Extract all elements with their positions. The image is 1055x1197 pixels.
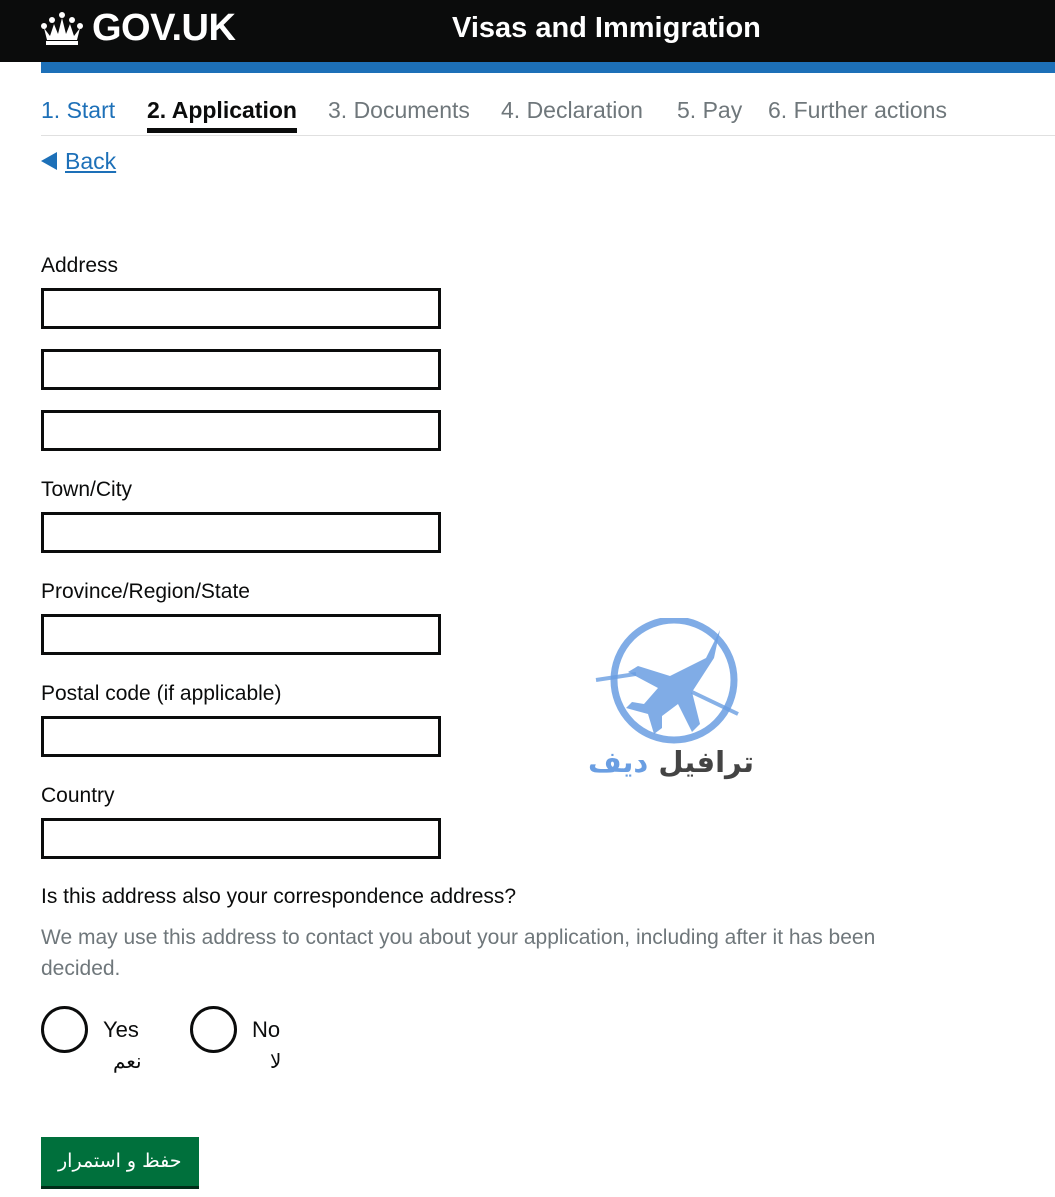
govuk-header — [0, 0, 1055, 62]
town-city-input[interactable] — [41, 512, 441, 553]
radio-no-translation: لا — [270, 1049, 282, 1073]
back-link[interactable] — [41, 145, 116, 177]
back-arrow-icon — [41, 152, 57, 170]
radio-yes-label[interactable]: Yes — [103, 1017, 139, 1042]
postal-code-input[interactable] — [41, 716, 441, 757]
watermark-text-part-1: ترافيل — [658, 745, 754, 779]
service-name[interactable]: Visas and Immigration — [452, 12, 761, 44]
back-link-label: Back — [65, 148, 117, 174]
province-label: Province/Region/State — [41, 580, 250, 603]
correspondence-hint: We may use this address to contact you about your application, including after it has been decided. — [41, 926, 876, 980]
watermark-text-part-2: ديف — [587, 745, 649, 779]
save-and-continue-button[interactable]: حفظ و استمرار — [41, 1137, 199, 1186]
province-input[interactable] — [41, 614, 441, 655]
address-line-3-input[interactable] — [41, 410, 441, 451]
radio-yes-circle[interactable] — [41, 1006, 88, 1053]
postal-code-label: Postal code (if applicable) — [41, 682, 282, 705]
govuk-logo-text[interactable]: GOV.UK — [92, 7, 236, 49]
radio-yes-translation: نعم — [113, 1049, 142, 1073]
header-accent-bar — [41, 62, 1055, 73]
progress-steps — [41, 94, 1055, 136]
town-city-label: Town/City — [41, 478, 133, 501]
radio-no-circle[interactable] — [190, 1006, 237, 1053]
step-start[interactable]: 1. Start — [41, 97, 116, 123]
crown-icon — [40, 10, 84, 46]
step-declaration: 4. Declaration — [501, 97, 643, 123]
address-line-1-input[interactable] — [41, 288, 441, 329]
step-application: 2. Application — [147, 94, 297, 133]
radio-no-label[interactable]: No — [252, 1017, 281, 1042]
correspondence-question: Is this address also your correspondence address? — [41, 885, 517, 908]
address-line-2-input[interactable] — [41, 349, 441, 390]
step-further-actions: 6. Further actions — [768, 97, 947, 123]
watermark-text — [588, 742, 754, 782]
step-pay: 5. Pay — [677, 97, 743, 123]
step-documents: 3. Documents — [328, 97, 470, 123]
address-label: Address — [41, 254, 119, 277]
country-label: Country — [41, 784, 115, 807]
country-input[interactable] — [41, 818, 441, 859]
